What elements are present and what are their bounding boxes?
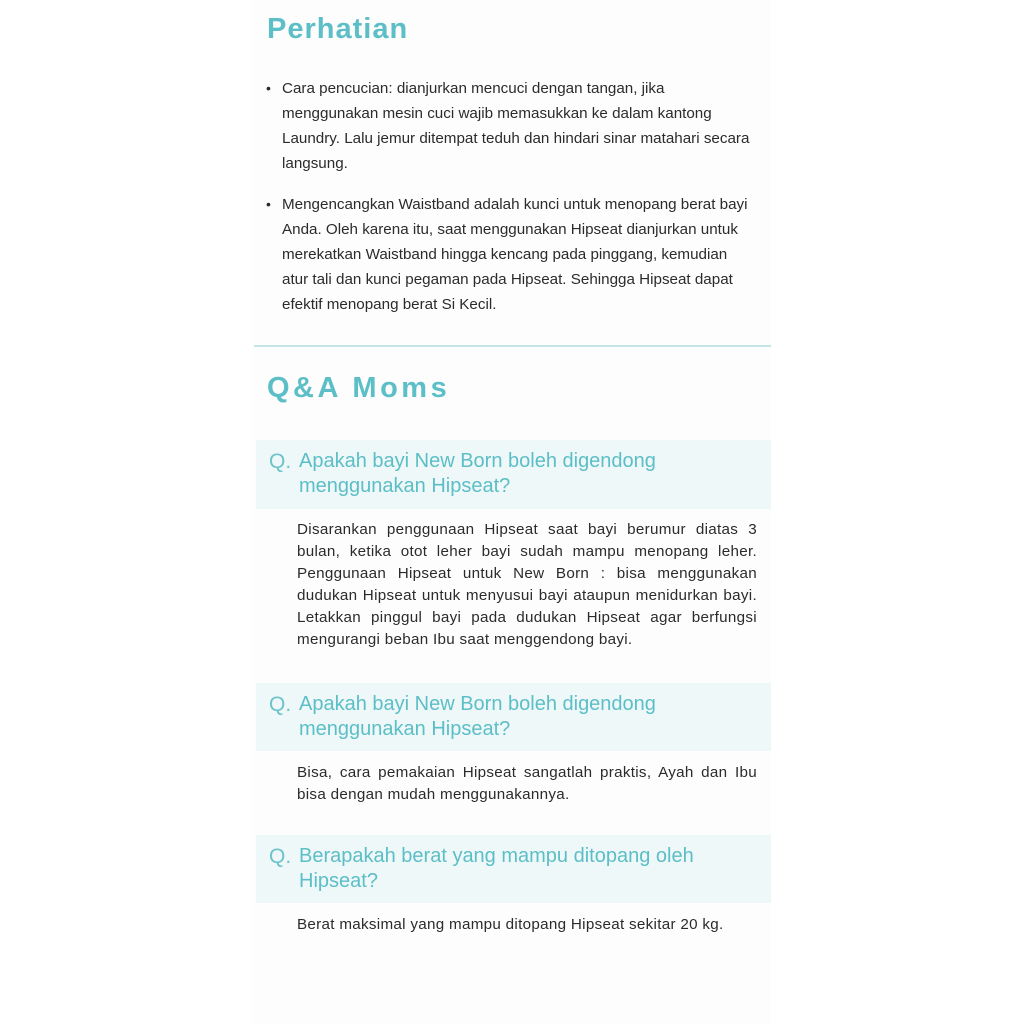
- content-panel: [252, 0, 771, 1024]
- perhatian-item: [266, 76, 756, 176]
- perhatian-list: [266, 76, 756, 333]
- answer-text: Disarankan penggunaan Hipseat saat bayi berumur diatas 3 bulan, ketika otot leher bayi sudah mampu menopang leher. Penggunaan Hipseat untuk New Born : bisa menggunakan dudukan Hipseat untuk menyusui bayi ataupun menidurkan bayi. Letakkan pinggul bayi pada dudukan Hipseat agar berfungsi mengurangi beban Ibu saat menggendong bayi.: [297, 521, 757, 648]
- question-text: Apakah bayi New Born boleh digendong menggunakan Hipseat?: [299, 693, 656, 740]
- question-text: Apakah bayi New Born boleh digendong menggunakan Hipseat?: [299, 450, 656, 497]
- question-box: [256, 835, 771, 903]
- bullet-icon: •: [266, 80, 271, 96]
- qa-heading: Q&A Moms: [267, 372, 451, 404]
- perhatian-item-text: Cara pencucian: dianjurkan mencuci dengan tangan, jika menggunakan mesin cuci wajib memasukkan ke dalam kantong Laundry. Lalu jemur ditempat teduh dan hindari sinar matahari secara langsung.: [282, 80, 750, 172]
- answer-text: Bisa, cara pemakaian Hipseat sangatlah praktis, Ayah dan Ibu bisa dengan mudah menggunakannya.: [297, 764, 757, 803]
- perhatian-heading: Perhatian: [267, 13, 409, 45]
- section-divider: [254, 345, 771, 347]
- q-prefix-icon: Q.: [269, 845, 292, 868]
- q-prefix-icon: Q.: [269, 693, 292, 716]
- perhatian-item: [266, 192, 756, 317]
- perhatian-item-text: Mengencangkan Waistband adalah kunci untuk menopang berat bayi Anda. Oleh karena itu, saat menggunakan Hipseat dianjurkan untuk merekatkan Waistband hingga kencang pada pinggang, kemudian atur tali dan kunci pegaman pada Hipseat. Sehingga Hipseat dapat efektif menopang berat Si Kecil.: [282, 196, 748, 313]
- q-prefix-icon: Q.: [269, 450, 292, 473]
- question-box: [256, 683, 771, 751]
- question-text: Berapakah berat yang mampu ditopang oleh Hipseat?: [299, 845, 694, 892]
- question-box: [256, 440, 771, 509]
- answer-text: Berat maksimal yang mampu ditopang Hipseat sekitar 20 kg.: [297, 916, 724, 933]
- bullet-icon: •: [266, 196, 271, 212]
